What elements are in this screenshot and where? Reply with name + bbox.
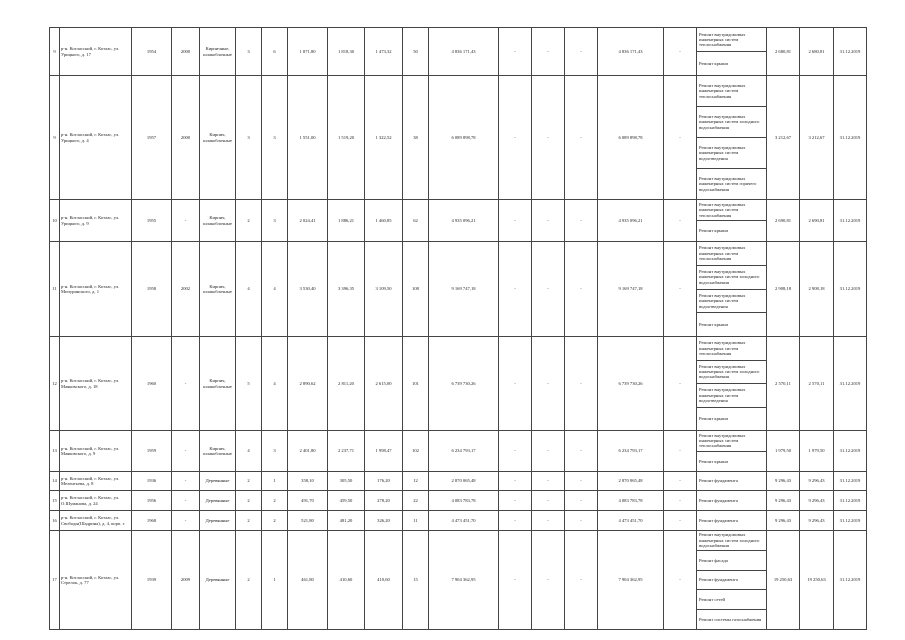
- fund-2-cell: -: [532, 200, 565, 242]
- table-row: [50, 337, 867, 431]
- specific-cost-cell: 9 296,43: [767, 472, 800, 491]
- residential-area-cell: 1 460,85: [365, 200, 403, 242]
- work-item: Ремонт внутридомовых инженерных систем холодного водоснабжения: [697, 106, 766, 137]
- works-cell: [697, 337, 767, 431]
- wall-material-cell: Деревянные: [200, 491, 236, 511]
- residential-area-cell: 278,20: [365, 491, 403, 511]
- fund-capital-cell: 6 089 898,78: [598, 76, 664, 200]
- year-repair-cell: -: [172, 472, 200, 491]
- fund-3-cell: -: [565, 531, 598, 630]
- wall-material-cell: Кирпич, шлакоблочные: [200, 76, 236, 200]
- fund-2-cell: -: [532, 76, 565, 200]
- fund-1-cell: -: [499, 472, 532, 491]
- deadline-cell: 31.12.2019: [834, 28, 867, 76]
- residential-area-cell: 3 109,50: [365, 242, 403, 337]
- work-item: Ремонт фундамента: [699, 517, 738, 523]
- cost-total-cell: 4 473 451,70: [429, 511, 499, 531]
- total-area-cell: 461,80: [288, 531, 328, 630]
- fund-capital-cell: 4 083 783,78: [598, 491, 664, 511]
- fund-other-cell: -: [664, 511, 697, 531]
- table-row: [50, 511, 867, 531]
- address-cell: р-н. Котласский, г. Котлас, ул. Мелентьева, д. 8: [60, 472, 132, 491]
- living-area-cell: 305,50: [328, 472, 365, 491]
- work-item: Ремонт фасада: [697, 550, 766, 570]
- floors-cell: 2: [236, 531, 262, 630]
- address-cell: р-н. Котласский, г. Котлас, ул. Мичуринского, д. 1: [60, 242, 132, 337]
- fund-1-cell: -: [499, 431, 532, 472]
- total-area-cell: 2 401,80: [288, 431, 328, 472]
- deadline-cell: 31.12.2019: [834, 337, 867, 431]
- total-area-cell: 521,80: [288, 511, 328, 531]
- year-repair-cell: 2009: [172, 531, 200, 630]
- deadline-cell: 31.12.2019: [834, 511, 867, 531]
- work-item: Ремонт внутридомовых инженерных систем теплоснабжения: [699, 202, 746, 218]
- wall-material-cell: Деревянные: [200, 531, 236, 630]
- cost-total-cell: 6 739 730,26: [429, 337, 499, 431]
- residential-area-cell: 1 322,52: [365, 76, 403, 200]
- work-item: Ремонт внутридомовых инженерных систем водоотведения: [697, 383, 766, 407]
- total-area-cell: 2 024,41: [288, 200, 328, 242]
- cost-total-cell: 4 935 096,21: [429, 200, 499, 242]
- deadline-cell: 31.12.2019: [834, 472, 867, 491]
- cost-total-cell: 6 234 793,17: [429, 431, 499, 472]
- works-cell: [697, 491, 767, 511]
- row-number: 10: [50, 200, 60, 242]
- row-number: 16: [50, 511, 60, 531]
- work-item: Ремонт внутридомовых инженерных систем водоотведения: [697, 289, 766, 313]
- work-item: Ремонт внутридомовых инженерных систем горячего водоснабжения: [697, 168, 766, 199]
- fund-capital-cell: 7 904 362,95: [598, 531, 664, 630]
- year-repair-cell: 2002: [172, 242, 200, 337]
- fund-3-cell: -: [565, 511, 598, 531]
- entrances-cell: 2: [262, 511, 288, 531]
- work-item: Ремонт внутридомовых инженерных систем теплоснабжения: [699, 340, 746, 356]
- limit-cost-cell: 9 296,43: [800, 511, 834, 531]
- row-number: 14: [50, 472, 60, 491]
- entrances-cell: 6: [262, 28, 288, 76]
- fund-capital-cell: 4 473 451,70: [598, 511, 664, 531]
- fund-other-cell: -: [664, 200, 697, 242]
- work-item: Ремонт крыши: [697, 407, 766, 431]
- year-repair-cell: 2000: [172, 76, 200, 200]
- year-repair-cell: -: [172, 491, 200, 511]
- year-repair-cell: -: [172, 337, 200, 431]
- wall-material-cell: Деревянные: [200, 472, 236, 491]
- residential-area-cell: 1 473,32: [365, 28, 403, 76]
- row-number: 15: [50, 491, 60, 511]
- deadline-cell: 31.12.2019: [834, 431, 867, 472]
- limit-cost-cell: 9 296,43: [800, 491, 834, 511]
- row-number: 9: [50, 76, 60, 200]
- living-area-cell: 459,50: [328, 491, 365, 511]
- fund-3-cell: -: [565, 472, 598, 491]
- fund-other-cell: -: [664, 242, 697, 337]
- works-cell: [697, 472, 767, 491]
- fund-capital-cell: 6 234 793,17: [598, 431, 664, 472]
- work-item: Ремонт крыши: [697, 451, 766, 472]
- year-built-cell: 1957: [132, 76, 172, 200]
- address-cell: р-н. Котласский, г. Котлас, ул. Урицкого, д. 17: [60, 28, 132, 76]
- row-number: 9: [50, 28, 60, 76]
- works-cell: [697, 431, 767, 472]
- address-cell: р-н. Котласский, г. Котлас, ул. Маяковского, д. 9: [60, 431, 132, 472]
- residents-cell: 22: [403, 491, 429, 511]
- fund-2-cell: -: [532, 511, 565, 531]
- fund-3-cell: -: [565, 491, 598, 511]
- residents-cell: 101: [403, 337, 429, 431]
- floors-cell: 2: [236, 511, 262, 531]
- works-cell: [697, 531, 767, 630]
- repair-program-table: [49, 27, 867, 630]
- residents-cell: 15: [403, 531, 429, 630]
- fund-other-cell: -: [664, 337, 697, 431]
- table-row: [50, 531, 867, 630]
- fund-3-cell: -: [565, 200, 598, 242]
- address-cell: р-н. Котласский, г. Котлас, ул. О.Шуманова, д. 24: [60, 491, 132, 511]
- fund-2-cell: -: [532, 491, 565, 511]
- year-repair-cell: -: [172, 431, 200, 472]
- residential-area-cell: 1 998,47: [365, 431, 403, 472]
- fund-capital-cell: 4 935 096,21: [598, 200, 664, 242]
- residential-area-cell: 2 615,00: [365, 337, 403, 431]
- works-cell: [697, 76, 767, 200]
- living-area-cell: 410,60: [328, 531, 365, 630]
- residents-cell: 11: [403, 511, 429, 531]
- floors-cell: 2: [236, 472, 262, 491]
- row-number: 12: [50, 337, 60, 431]
- fund-2-cell: -: [532, 531, 565, 630]
- year-built-cell: 1954: [132, 28, 172, 76]
- year-repair-cell: -: [172, 200, 200, 242]
- fund-2-cell: -: [532, 431, 565, 472]
- year-built-cell: 1968: [132, 511, 172, 531]
- wall-material-cell: Кирпич, шлакоблочные: [200, 431, 236, 472]
- year-built-cell: 1956: [132, 491, 172, 511]
- work-item: Ремонт крыши: [697, 51, 766, 75]
- wall-material-cell: Кирпичные, шлакоблочные: [200, 28, 236, 76]
- row-number: 11: [50, 242, 60, 337]
- floors-cell: 3: [236, 76, 262, 200]
- fund-3-cell: -: [565, 28, 598, 76]
- work-item: Ремонт крыши: [697, 312, 766, 336]
- fund-1-cell: -: [499, 76, 532, 200]
- fund-3-cell: -: [565, 242, 598, 337]
- cost-total-cell: 2 870 065,48: [429, 472, 499, 491]
- entrances-cell: 3: [262, 431, 288, 472]
- fund-other-cell: -: [664, 531, 697, 630]
- work-item: Ремонт внутридомовых инженерных систем холодного водоснабжения: [699, 532, 760, 549]
- year-built-cell: 1955: [132, 200, 172, 242]
- specific-cost-cell: 2 908,18: [767, 242, 800, 337]
- works-cell: [697, 242, 767, 337]
- table-row: [50, 431, 867, 472]
- entrances-cell: 2: [262, 491, 288, 511]
- address-cell: р-н. Котласский, г. Котлас, ул. Урицкого, д. 4: [60, 76, 132, 200]
- fund-capital-cell: 2 870 065,48: [598, 472, 664, 491]
- work-item: Ремонт внутридомовых инженерных систем теплоснабжения: [699, 432, 746, 449]
- entrances-cell: 4: [262, 242, 288, 337]
- total-area-cell: 491,70: [288, 491, 328, 511]
- address-cell: р-н. Котласский, г. Котлас, ул. Урицкого, д. 9: [60, 200, 132, 242]
- wall-material-cell: Кирпич, шлакоблочные: [200, 337, 236, 431]
- fund-3-cell: -: [565, 337, 598, 431]
- works-cell: [697, 200, 767, 242]
- residential-area-cell: 176,20: [365, 472, 403, 491]
- works-cell: [697, 511, 767, 531]
- specific-cost-cell: 9 296,43: [767, 511, 800, 531]
- total-area-cell: 358,10: [288, 472, 328, 491]
- residential-area-cell: 326,20: [365, 511, 403, 531]
- entrances-cell: 1: [262, 472, 288, 491]
- residents-cell: 12: [403, 472, 429, 491]
- fund-3-cell: -: [565, 431, 598, 472]
- fund-1-cell: -: [499, 200, 532, 242]
- limit-cost-cell: 9 296,43: [800, 472, 834, 491]
- table-row: [50, 472, 867, 491]
- specific-cost-cell: 2 690,81: [767, 200, 800, 242]
- floors-cell: 2: [236, 200, 262, 242]
- residents-cell: 108: [403, 242, 429, 337]
- wall-material-cell: Деревянные: [200, 511, 236, 531]
- fund-capital-cell: 6 739 730,26: [598, 337, 664, 431]
- deadline-cell: 31.12.2019: [834, 491, 867, 511]
- row-number: 17: [50, 531, 60, 630]
- living-area-cell: 3 396,35: [328, 242, 365, 337]
- table-row: [50, 200, 867, 242]
- work-item: Ремонт внутридомовых инженерных систем водоотведения: [697, 137, 766, 168]
- fund-capital-cell: 4 836 171,43: [598, 28, 664, 76]
- total-area-cell: 2 890,62: [288, 337, 328, 431]
- total-area-cell: 3 530,40: [288, 242, 328, 337]
- work-item: Ремонт крыши: [697, 220, 766, 241]
- limit-cost-cell: 3 212,67: [800, 76, 834, 200]
- specific-cost-cell: 1 979,50: [767, 431, 800, 472]
- work-item: Ремонт фундамента: [699, 478, 738, 484]
- cost-total-cell: 6 089 898,78: [429, 76, 499, 200]
- specific-cost-cell: 19 250,63: [767, 531, 800, 630]
- wall-material-cell: Кирпич, шлакоблочные: [200, 200, 236, 242]
- fund-2-cell: -: [532, 28, 565, 76]
- floors-cell: 4: [236, 431, 262, 472]
- address-cell: р-н. Котласский, г. Котлас, ул. Маяковского, д. 18: [60, 337, 132, 431]
- work-item: Ремонт фундамента: [699, 497, 738, 503]
- fund-other-cell: -: [664, 76, 697, 200]
- residents-cell: 38: [403, 76, 429, 200]
- year-built-cell: 1959: [132, 431, 172, 472]
- cost-total-cell: 7 904 362,95: [429, 531, 499, 630]
- fund-1-cell: -: [499, 531, 532, 630]
- work-item: Ремонт внутридомовых инженерных систем холодного водоснабжения: [697, 360, 766, 384]
- work-item: Ремонт системы газоснабжения: [697, 609, 766, 629]
- fund-2-cell: -: [532, 242, 565, 337]
- specific-cost-cell: 9 296,43: [767, 491, 800, 511]
- total-area-cell: 1 551,00: [288, 76, 328, 200]
- specific-cost-cell: 3 212,67: [767, 76, 800, 200]
- floors-cell: 2: [236, 491, 262, 511]
- specific-cost-cell: 2 570,11: [767, 337, 800, 431]
- limit-cost-cell: 19 250,63: [800, 531, 834, 630]
- residents-cell: 50: [403, 28, 429, 76]
- entrances-cell: 1: [262, 531, 288, 630]
- work-item: Ремонт внутридомовых инженерных систем теплоснабжения: [699, 31, 746, 48]
- floors-cell: 5: [236, 337, 262, 431]
- entrances-cell: 3: [262, 76, 288, 200]
- table-row: [50, 242, 867, 337]
- row-number: 13: [50, 431, 60, 472]
- cost-total-cell: 4 836 171,43: [429, 28, 499, 76]
- fund-other-cell: -: [664, 472, 697, 491]
- fund-1-cell: -: [499, 337, 532, 431]
- fund-other-cell: -: [664, 491, 697, 511]
- entrances-cell: 3: [262, 200, 288, 242]
- fund-1-cell: -: [499, 491, 532, 511]
- floors-cell: 3: [236, 28, 262, 76]
- year-built-cell: 1939: [132, 531, 172, 630]
- work-item: Ремонт внутридомовых инженерных систем теплоснабжения: [699, 83, 746, 99]
- deadline-cell: 31.12.2019: [834, 76, 867, 200]
- table-row: [50, 491, 867, 511]
- year-repair-cell: 2000: [172, 28, 200, 76]
- cost-total-cell: 9 169 747,18: [429, 242, 499, 337]
- floors-cell: 4: [236, 242, 262, 337]
- limit-cost-cell: 2 570,11: [800, 337, 834, 431]
- living-area-cell: 1 519,20: [328, 76, 365, 200]
- works-cell: [697, 28, 767, 76]
- residents-cell: 102: [403, 431, 429, 472]
- address-cell: р-н. Котласский, г. Котлас, ул. Свободы(Шадрина), д. 4, корп. з: [60, 511, 132, 531]
- year-built-cell: 1958: [132, 242, 172, 337]
- specific-cost-cell: 2 680,81: [767, 28, 800, 76]
- table-row: [50, 28, 867, 76]
- address-cell: р-н. Котласский, г. Котлас, ул. Стрелок, д. 77: [60, 531, 132, 630]
- year-built-cell: 1936: [132, 472, 172, 491]
- fund-1-cell: -: [499, 242, 532, 337]
- living-area-cell: 2 237,71: [328, 431, 365, 472]
- fund-1-cell: -: [499, 511, 532, 531]
- fund-1-cell: -: [499, 28, 532, 76]
- year-repair-cell: -: [172, 511, 200, 531]
- living-area-cell: 2 811,20: [328, 337, 365, 431]
- fund-2-cell: -: [532, 337, 565, 431]
- work-item: Ремонт внутридомовых инженерных систем теплоснабжения: [699, 245, 746, 262]
- living-area-cell: 1 818,30: [328, 28, 365, 76]
- deadline-cell: 31.12.2019: [834, 200, 867, 242]
- deadline-cell: 31.12.2019: [834, 242, 867, 337]
- total-area-cell: 1 871,80: [288, 28, 328, 76]
- deadline-cell: 31.12.2019: [834, 531, 867, 630]
- limit-cost-cell: 2 690,81: [800, 200, 834, 242]
- work-item: Ремонт внутридомовых инженерных систем холодного водоснабжения: [697, 265, 766, 289]
- residential-area-cell: 410,60: [365, 531, 403, 630]
- living-area-cell: 481,20: [328, 511, 365, 531]
- work-item: Ремонт сетей: [697, 589, 766, 609]
- work-item: Ремонт фундамента: [697, 570, 766, 590]
- residents-cell: 62: [403, 200, 429, 242]
- living-area-cell: 1 886,21: [328, 200, 365, 242]
- limit-cost-cell: 2 680,81: [800, 28, 834, 76]
- fund-other-cell: -: [664, 431, 697, 472]
- limit-cost-cell: 2 908,18: [800, 242, 834, 337]
- table-row: [50, 76, 867, 200]
- fund-3-cell: -: [565, 76, 598, 200]
- year-built-cell: 1960: [132, 337, 172, 431]
- fund-other-cell: -: [664, 28, 697, 76]
- wall-material-cell: Кирпич, шлакоблочные: [200, 242, 236, 337]
- cost-total-cell: 4 083 783,78: [429, 491, 499, 511]
- limit-cost-cell: 1 979,50: [800, 431, 834, 472]
- entrances-cell: 4: [262, 337, 288, 431]
- fund-capital-cell: 9 169 747,18: [598, 242, 664, 337]
- fund-2-cell: -: [532, 472, 565, 491]
